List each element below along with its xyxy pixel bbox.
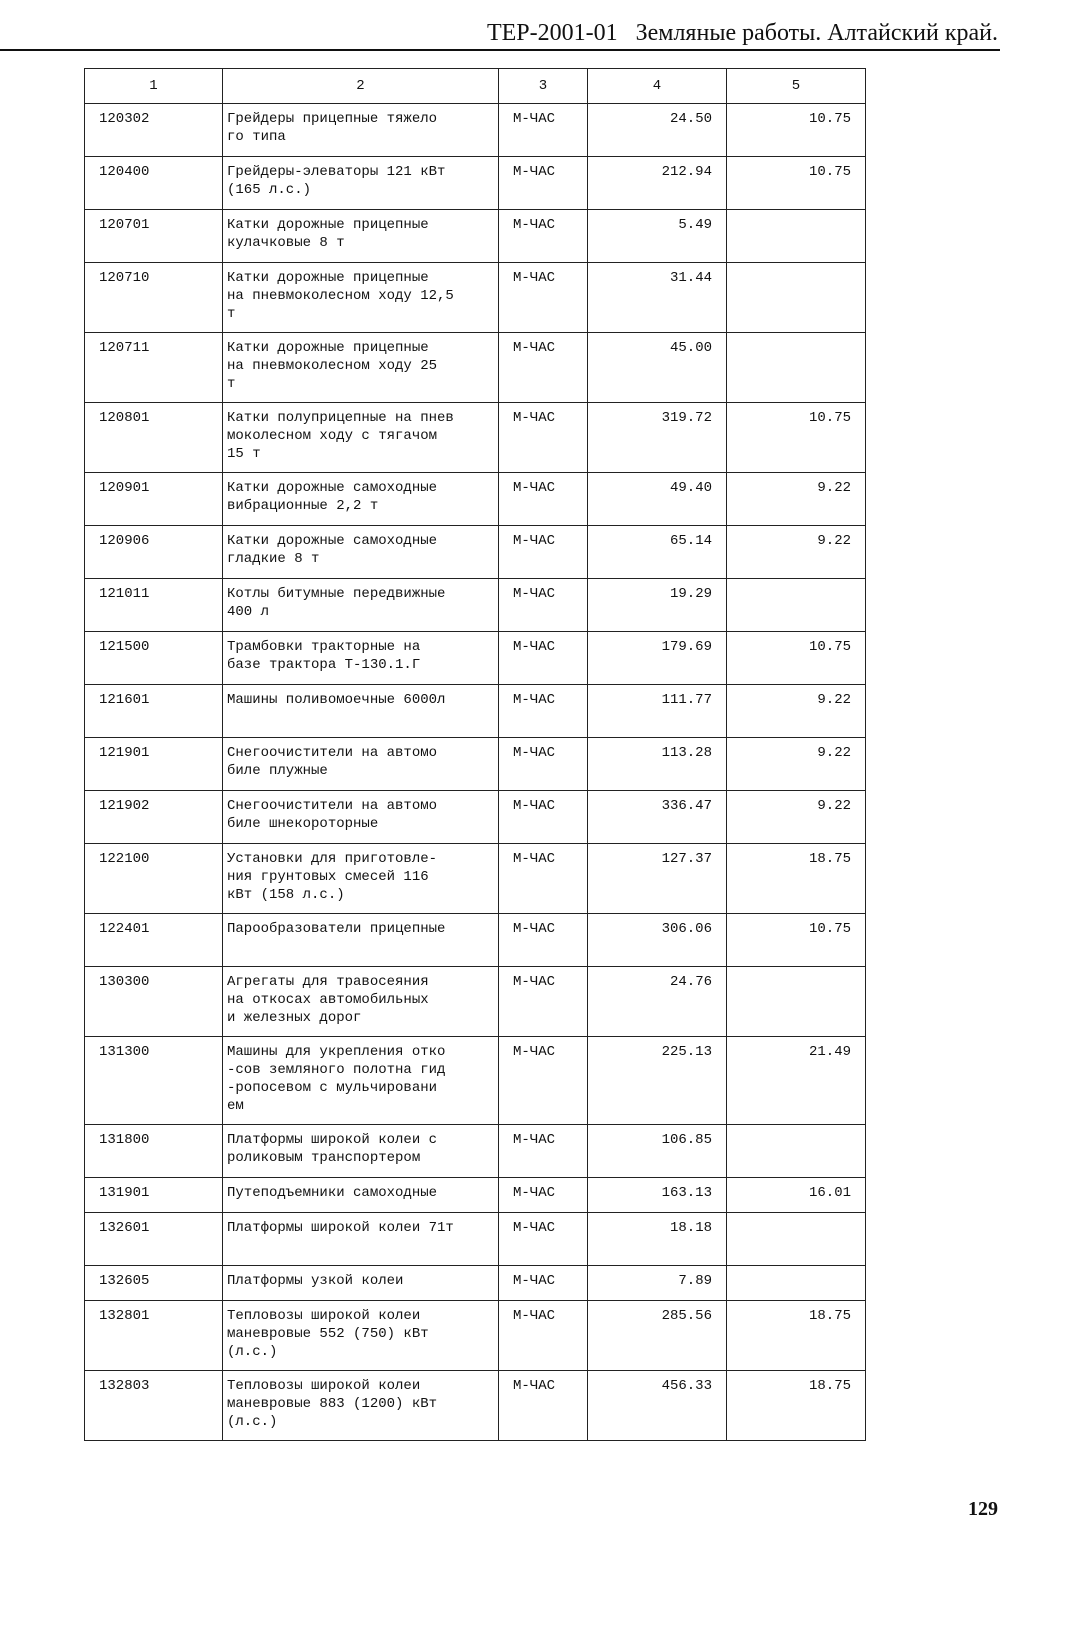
item-wage: 9.22 xyxy=(817,745,851,761)
item-wage-cell xyxy=(727,104,866,157)
item-price: 306.06 xyxy=(661,921,712,937)
item-wage xyxy=(727,1266,865,1272)
item-unit-cell xyxy=(499,579,588,632)
item-unit: М-ЧАС xyxy=(513,1044,556,1060)
item-price: 45.00 xyxy=(669,340,712,356)
item-wage xyxy=(727,333,865,339)
item-unit-cell xyxy=(499,1037,588,1125)
item-name: Платформы широкой колеи 71т xyxy=(227,1220,454,1236)
item-wage-cell xyxy=(727,1178,866,1213)
item-code: 121902 xyxy=(99,798,150,814)
item-wage-cell xyxy=(727,1037,866,1125)
item-wage: 21.49 xyxy=(808,1044,851,1060)
item-price: 65.14 xyxy=(669,533,712,549)
table-row xyxy=(85,473,866,526)
item-code-cell xyxy=(85,1266,223,1301)
item-price: 24.76 xyxy=(669,974,712,990)
item-code-cell xyxy=(85,914,223,967)
item-wage: 10.75 xyxy=(808,111,851,127)
item-code: 121601 xyxy=(99,692,150,708)
item-wage xyxy=(727,263,865,269)
item-price-cell xyxy=(588,1178,727,1213)
item-wage xyxy=(727,210,865,216)
item-name-cell xyxy=(223,333,499,403)
item-price-cell xyxy=(588,1037,727,1125)
item-wage: 16.01 xyxy=(808,1185,851,1201)
item-name-cell xyxy=(223,104,499,157)
item-code-cell xyxy=(85,263,223,333)
item-name: Платформы широкой колеи с роликовым транспортером xyxy=(227,1132,438,1166)
item-name: Машины поливомоечные 6000л xyxy=(227,692,446,708)
item-code-cell xyxy=(85,104,223,157)
item-name: Катки дорожные прицепные кулачковые 8 т xyxy=(227,217,429,251)
item-unit-cell xyxy=(499,210,588,263)
item-unit: М-ЧАС xyxy=(513,164,556,180)
item-code-cell xyxy=(85,210,223,263)
item-unit-cell xyxy=(499,844,588,914)
item-wage-cell xyxy=(727,1213,866,1266)
item-name: Катки дорожные прицепные на пневмоколесном ходу 25 т xyxy=(227,340,438,392)
item-price-cell xyxy=(588,1213,727,1266)
item-unit-cell xyxy=(499,1213,588,1266)
item-wage: 10.75 xyxy=(808,410,851,426)
item-wage: 10.75 xyxy=(808,921,851,937)
item-unit-cell xyxy=(499,1266,588,1301)
item-wage-cell xyxy=(727,1301,866,1371)
item-name: Грейдеры прицепные тяжело го типа xyxy=(227,111,438,145)
item-unit: М-ЧАС xyxy=(513,533,556,549)
item-unit-cell xyxy=(499,104,588,157)
table-body xyxy=(85,104,866,1441)
item-name-cell xyxy=(223,685,499,738)
item-unit-cell xyxy=(499,914,588,967)
item-price-cell xyxy=(588,579,727,632)
item-code: 131800 xyxy=(99,1132,150,1148)
item-price: 5.49 xyxy=(678,217,712,233)
item-price-cell xyxy=(588,1301,727,1371)
table-row xyxy=(85,263,866,333)
item-price-cell xyxy=(588,1266,727,1301)
item-name-cell xyxy=(223,914,499,967)
page-header-title: ТЕР-2001-01 Земляные работы. Алтайский край. xyxy=(486,20,998,46)
item-wage: 9.22 xyxy=(817,692,851,708)
item-unit: М-ЧАС xyxy=(513,1132,556,1148)
item-unit: М-ЧАС xyxy=(513,270,556,286)
item-price: 212.94 xyxy=(661,164,712,180)
item-name: Котлы битумные передвижные 400 л xyxy=(227,586,446,620)
item-code-cell xyxy=(85,1301,223,1371)
column-header-name: 2 xyxy=(223,69,499,104)
table-row xyxy=(85,157,866,210)
item-wage xyxy=(727,967,865,973)
item-code-cell xyxy=(85,738,223,791)
item-unit: М-ЧАС xyxy=(513,851,556,867)
item-code-cell xyxy=(85,1037,223,1125)
item-unit: М-ЧАС xyxy=(513,1378,556,1394)
item-name: Платформы узкой колеи xyxy=(227,1273,404,1289)
item-price: 319.72 xyxy=(661,410,712,426)
item-unit: М-ЧАС xyxy=(513,1308,556,1324)
item-price-cell xyxy=(588,526,727,579)
item-price-cell xyxy=(588,1125,727,1178)
item-wage: 9.22 xyxy=(817,533,851,549)
item-code: 130300 xyxy=(99,974,150,990)
item-wage-cell xyxy=(727,632,866,685)
item-name-cell xyxy=(223,791,499,844)
item-price-cell xyxy=(588,473,727,526)
item-code-cell xyxy=(85,967,223,1037)
item-wage-cell xyxy=(727,473,866,526)
table-row xyxy=(85,632,866,685)
table-row xyxy=(85,1371,866,1441)
table-row xyxy=(85,685,866,738)
item-price-cell xyxy=(588,403,727,473)
item-wage: 18.75 xyxy=(808,1378,851,1394)
item-wage: 10.75 xyxy=(808,164,851,180)
item-wage xyxy=(727,1213,865,1219)
item-price: 7.89 xyxy=(678,1273,712,1289)
item-wage-cell xyxy=(727,791,866,844)
table-row xyxy=(85,104,866,157)
item-price-cell xyxy=(588,104,727,157)
item-name: Снегоочистители на автомо биле плужные xyxy=(227,745,438,779)
item-code-cell xyxy=(85,1178,223,1213)
item-name: Машины для укрепления отко -сов земляного полотна гид -ропосевом с мульчировани ем xyxy=(227,1044,446,1114)
item-unit-cell xyxy=(499,526,588,579)
item-code: 120801 xyxy=(99,410,150,426)
item-wage-cell xyxy=(727,1125,866,1178)
table-row xyxy=(85,738,866,791)
item-price-cell xyxy=(588,210,727,263)
item-price: 336.47 xyxy=(661,798,712,814)
item-code-cell xyxy=(85,791,223,844)
table-row xyxy=(85,1178,866,1213)
item-code: 120711 xyxy=(99,340,150,356)
item-code-cell xyxy=(85,1125,223,1178)
item-name-cell xyxy=(223,403,499,473)
table-row xyxy=(85,333,866,403)
item-wage xyxy=(727,579,865,585)
item-code-cell xyxy=(85,157,223,210)
item-code: 121901 xyxy=(99,745,150,761)
item-wage-cell xyxy=(727,914,866,967)
item-wage-cell xyxy=(727,844,866,914)
item-code: 120901 xyxy=(99,480,150,496)
table-row xyxy=(85,1125,866,1178)
table-row xyxy=(85,1213,866,1266)
item-name-cell xyxy=(223,1178,499,1213)
item-code-cell xyxy=(85,526,223,579)
item-wage-cell xyxy=(727,738,866,791)
item-code: 122401 xyxy=(99,921,150,937)
item-price: 163.13 xyxy=(661,1185,712,1201)
item-price-cell xyxy=(588,738,727,791)
item-code: 131901 xyxy=(99,1185,150,1201)
item-price: 111.77 xyxy=(661,692,712,708)
item-price: 113.28 xyxy=(661,745,712,761)
item-code-cell xyxy=(85,1213,223,1266)
item-unit: М-ЧАС xyxy=(513,745,556,761)
item-name-cell xyxy=(223,579,499,632)
table-row xyxy=(85,1301,866,1371)
item-name-cell xyxy=(223,632,499,685)
item-unit: М-ЧАС xyxy=(513,111,556,127)
table-row xyxy=(85,403,866,473)
item-name-cell xyxy=(223,157,499,210)
item-wage: 9.22 xyxy=(817,798,851,814)
item-price-cell xyxy=(588,157,727,210)
item-wage-cell xyxy=(727,967,866,1037)
item-name: Катки дорожные прицепные на пневмоколесном ходу 12,5 т xyxy=(227,270,454,322)
item-name: Установки для приготовле- ния грунтовых смесей 116 кВт (158 л.с.) xyxy=(227,851,438,903)
item-wage-cell xyxy=(727,157,866,210)
item-unit-cell xyxy=(499,685,588,738)
item-price: 456.33 xyxy=(661,1378,712,1394)
item-name: Катки дорожные самоходные вибрационные 2,2 т xyxy=(227,480,438,514)
item-name: Тепловозы широкой колеи маневровые 883 (1200) кВт (л.с.) xyxy=(227,1378,438,1430)
item-price: 19.29 xyxy=(669,586,712,602)
table-row xyxy=(85,967,866,1037)
item-wage-cell xyxy=(727,263,866,333)
item-code: 120400 xyxy=(99,164,150,180)
item-price-cell xyxy=(588,685,727,738)
item-price: 127.37 xyxy=(661,851,712,867)
item-name: Путеподъемники самоходные xyxy=(227,1185,438,1201)
item-name: Парообразователи прицепные xyxy=(227,921,446,937)
item-price: 179.69 xyxy=(661,639,712,655)
item-wage-cell xyxy=(727,333,866,403)
item-unit: М-ЧАС xyxy=(513,639,556,655)
item-code: 120701 xyxy=(99,217,150,233)
item-wage-cell xyxy=(727,1371,866,1441)
item-price-cell xyxy=(588,333,727,403)
item-price-cell xyxy=(588,914,727,967)
item-wage: 9.22 xyxy=(817,480,851,496)
item-code: 131300 xyxy=(99,1044,150,1060)
item-code-cell xyxy=(85,1371,223,1441)
item-code: 132601 xyxy=(99,1220,150,1236)
item-price: 24.50 xyxy=(669,111,712,127)
machine-price-table xyxy=(84,68,866,1441)
item-wage-cell xyxy=(727,526,866,579)
item-code-cell xyxy=(85,632,223,685)
item-name-cell xyxy=(223,263,499,333)
item-name-cell xyxy=(223,473,499,526)
item-code: 120710 xyxy=(99,270,150,286)
table-row xyxy=(85,210,866,263)
item-price: 285.56 xyxy=(661,1308,712,1324)
item-wage-cell xyxy=(727,210,866,263)
item-wage-cell xyxy=(727,403,866,473)
item-unit: М-ЧАС xyxy=(513,1220,556,1236)
item-code-cell xyxy=(85,473,223,526)
item-price-cell xyxy=(588,1371,727,1441)
item-name-cell xyxy=(223,967,499,1037)
item-code: 122100 xyxy=(99,851,150,867)
item-code: 132605 xyxy=(99,1273,150,1289)
item-price: 106.85 xyxy=(661,1132,712,1148)
table-row xyxy=(85,1037,866,1125)
item-code: 132801 xyxy=(99,1308,150,1324)
item-name: Катки полуприцепные на пнев моколесном ходу с тягачом 15 т xyxy=(227,410,454,462)
item-name-cell xyxy=(223,844,499,914)
item-name: Грейдеры-элеваторы 121 кВт (165 л.с.) xyxy=(227,164,446,198)
item-unit: М-ЧАС xyxy=(513,1273,556,1289)
item-unit-cell xyxy=(499,473,588,526)
item-unit-cell xyxy=(499,1371,588,1441)
item-wage-cell xyxy=(727,685,866,738)
table-row xyxy=(85,914,866,967)
item-code: 132803 xyxy=(99,1378,150,1394)
item-code-cell xyxy=(85,844,223,914)
item-unit: М-ЧАС xyxy=(513,586,556,602)
item-unit-cell xyxy=(499,263,588,333)
item-unit-cell xyxy=(499,632,588,685)
item-price-cell xyxy=(588,967,727,1037)
item-price: 31.44 xyxy=(669,270,712,286)
item-name-cell xyxy=(223,738,499,791)
item-unit: М-ЧАС xyxy=(513,480,556,496)
item-price: 18.18 xyxy=(669,1220,712,1236)
item-name: Тепловозы широкой колеи маневровые 552 (750) кВт (л.с.) xyxy=(227,1308,429,1360)
item-name: Трамбовки тракторные на базе трактора Т-130.1.Г xyxy=(227,639,421,673)
item-code: 121500 xyxy=(99,639,150,655)
item-name-cell xyxy=(223,1266,499,1301)
item-unit-cell xyxy=(499,967,588,1037)
item-code-cell xyxy=(85,579,223,632)
page-number: 129 xyxy=(968,1498,998,1520)
table-row xyxy=(85,1266,866,1301)
item-name: Катки дорожные самоходные гладкие 8 т xyxy=(227,533,438,567)
item-name-cell xyxy=(223,210,499,263)
table-row xyxy=(85,526,866,579)
item-price-cell xyxy=(588,844,727,914)
item-code: 120302 xyxy=(99,111,150,127)
column-header-code: 1 xyxy=(85,69,223,104)
item-unit-cell xyxy=(499,333,588,403)
item-unit: М-ЧАС xyxy=(513,410,556,426)
item-name-cell xyxy=(223,1371,499,1441)
item-price-cell xyxy=(588,263,727,333)
item-price: 225.13 xyxy=(661,1044,712,1060)
item-wage xyxy=(727,1125,865,1131)
column-header-unit: 3 xyxy=(499,69,588,104)
item-unit-cell xyxy=(499,1125,588,1178)
item-code-cell xyxy=(85,403,223,473)
item-unit: М-ЧАС xyxy=(513,692,556,708)
table-header-row xyxy=(85,69,866,104)
item-name-cell xyxy=(223,1301,499,1371)
item-wage-cell xyxy=(727,579,866,632)
item-code-cell xyxy=(85,685,223,738)
item-name-cell xyxy=(223,1037,499,1125)
item-price: 49.40 xyxy=(669,480,712,496)
column-header-wage: 5 xyxy=(727,69,866,104)
item-unit: М-ЧАС xyxy=(513,217,556,233)
item-code-cell xyxy=(85,333,223,403)
column-header-price: 4 xyxy=(588,69,727,104)
table-row xyxy=(85,844,866,914)
header-rule xyxy=(0,49,1000,51)
item-wage: 18.75 xyxy=(808,1308,851,1324)
item-name: Снегоочистители на автомо биле шнекороторные xyxy=(227,798,438,832)
table-row xyxy=(85,579,866,632)
item-unit-cell xyxy=(499,1178,588,1213)
item-unit: М-ЧАС xyxy=(513,340,556,356)
item-unit: М-ЧАС xyxy=(513,798,556,814)
item-wage: 18.75 xyxy=(808,851,851,867)
item-unit-cell xyxy=(499,738,588,791)
item-unit-cell xyxy=(499,403,588,473)
item-unit-cell xyxy=(499,1301,588,1371)
item-wage-cell xyxy=(727,1266,866,1301)
item-unit-cell xyxy=(499,791,588,844)
item-unit: М-ЧАС xyxy=(513,921,556,937)
item-name-cell xyxy=(223,526,499,579)
item-price-cell xyxy=(588,791,727,844)
item-name: Агрегаты для травосеяния на откосах автомобильных и железных дорог xyxy=(227,974,429,1026)
item-name-cell xyxy=(223,1125,499,1178)
item-unit: М-ЧАС xyxy=(513,1185,556,1201)
item-name-cell xyxy=(223,1213,499,1266)
table-row xyxy=(85,791,866,844)
item-price-cell xyxy=(588,632,727,685)
item-wage: 10.75 xyxy=(808,639,851,655)
item-code: 120906 xyxy=(99,533,150,549)
item-unit-cell xyxy=(499,157,588,210)
item-code: 121011 xyxy=(99,586,150,602)
item-unit: М-ЧАС xyxy=(513,974,556,990)
